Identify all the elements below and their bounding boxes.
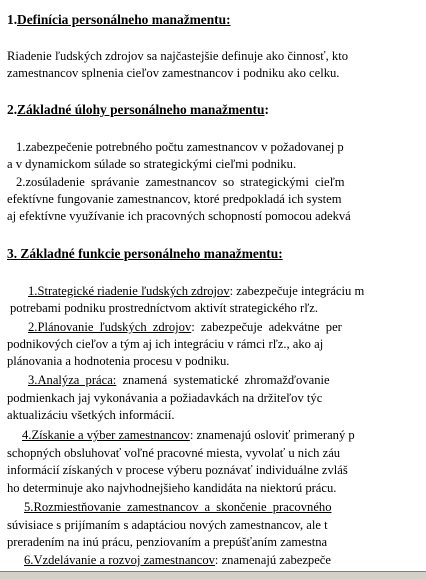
section3-item5-line-1: 5.Rozmiestňovanie zamestnancov a skončenie pracovného [24, 500, 332, 514]
item3-text: znamená systematické zhromažďovanie [116, 373, 330, 387]
section2-line-5: aj efektívne využívanie ich pracovných schopností pomocou adekvá [7, 209, 351, 223]
section1-heading [7, 12, 231, 27]
section3-item3-line-1 [28, 373, 330, 388]
section1-title: Definícia personálneho manažmentu: [17, 12, 231, 27]
item2-term: 2.Plánovanie ľudských zdrojov [28, 320, 192, 334]
section3-item3-line-2: podmienkach jaj vykonávania a požiadavkách na držiteľov týc [7, 391, 323, 405]
section3-item1-line-1 [28, 284, 364, 299]
item6-text: : znamenajú zabezpeče [214, 553, 331, 567]
section3-item1-line-2: potrebami podniku prostredníctvom aktivít strategického rľz. [10, 301, 318, 315]
item6-term: 6.Vzdelávanie a rozvoj zamestnancov [24, 553, 215, 567]
section1-line-1: Riadenie ľudských zdrojov sa najčastejšie definuje ako činnosť, kto [7, 49, 348, 63]
section3-item5-line-3: preradením na inú prácu, penziovaním a prepúšťaním zamestna [7, 535, 328, 549]
section3-item2-line-1 [28, 320, 342, 335]
section3-item4-line-4: ho determinuje ako najvhodnejšieho kandidáta na niektorú prácu. [7, 481, 337, 495]
item3-term: 3.Analýza práca: [28, 373, 117, 387]
item4-text: : znamenajú osloviť primeraný p [189, 428, 355, 442]
section2-title: Základné úlohy personálneho manažmentu [17, 102, 265, 117]
section3-item4-line-2: schopných obsluhovať voľné pracovné miesta, vyvolať u nich záu [7, 446, 341, 460]
section2-colon: : [264, 102, 269, 117]
section3-item5-line-2: súvisiace s prijímaním s adaptáciou nových zamestnancov, ale t [7, 518, 328, 532]
section2-line-1: 1.zabezpečenie potrebného počtu zamestnancov v požadovanej p [16, 140, 344, 154]
item2-text: : zabezpečuje adekvátne per [191, 320, 342, 334]
item1-text: : zabezpečuje integráciu m [229, 284, 365, 298]
section3-item4-line-3: informácií získaných v procese výberu poznávať individuálne zvláš [7, 463, 348, 477]
section2-line-3: 2.zosúladenie správanie zamestnancov so strategickými cieľm [16, 175, 345, 189]
section1-line-2: zamestnancov splnenia cieľov zamestnancov i podniku ako celku. [7, 66, 340, 80]
section2-line-4: efektívne fungovanie zamestnancov, ktoré predpokladá ich system [7, 192, 342, 206]
section3-item2-line-2: podnikových cieľov a tým aj ich integráciu v rámci rľz., ako aj [7, 337, 324, 351]
item4-term: 4.Získanie a výber zamestnancov [22, 428, 190, 442]
section3-item3-line-3: aktualizáciu všetkých informácií. [7, 408, 175, 422]
section2-line-2: a v dynamickom súlade so strategickými cieľmi podniku. [7, 157, 297, 171]
section3-heading: 3. Základné funkcie personálneho manažmentu: [7, 246, 283, 261]
section3-item4-line-1 [22, 428, 355, 443]
section1-number: 1. [7, 12, 18, 27]
item1-term: 1.Strategické riadenie ľudských zdrojov [28, 284, 230, 298]
section2-heading [7, 102, 269, 117]
section2-number: 2. [7, 102, 18, 117]
section3-item6-line-1 [24, 553, 331, 568]
section3-item2-line-3: plánovania a hodnotenia procesu v podniku. [7, 354, 230, 368]
